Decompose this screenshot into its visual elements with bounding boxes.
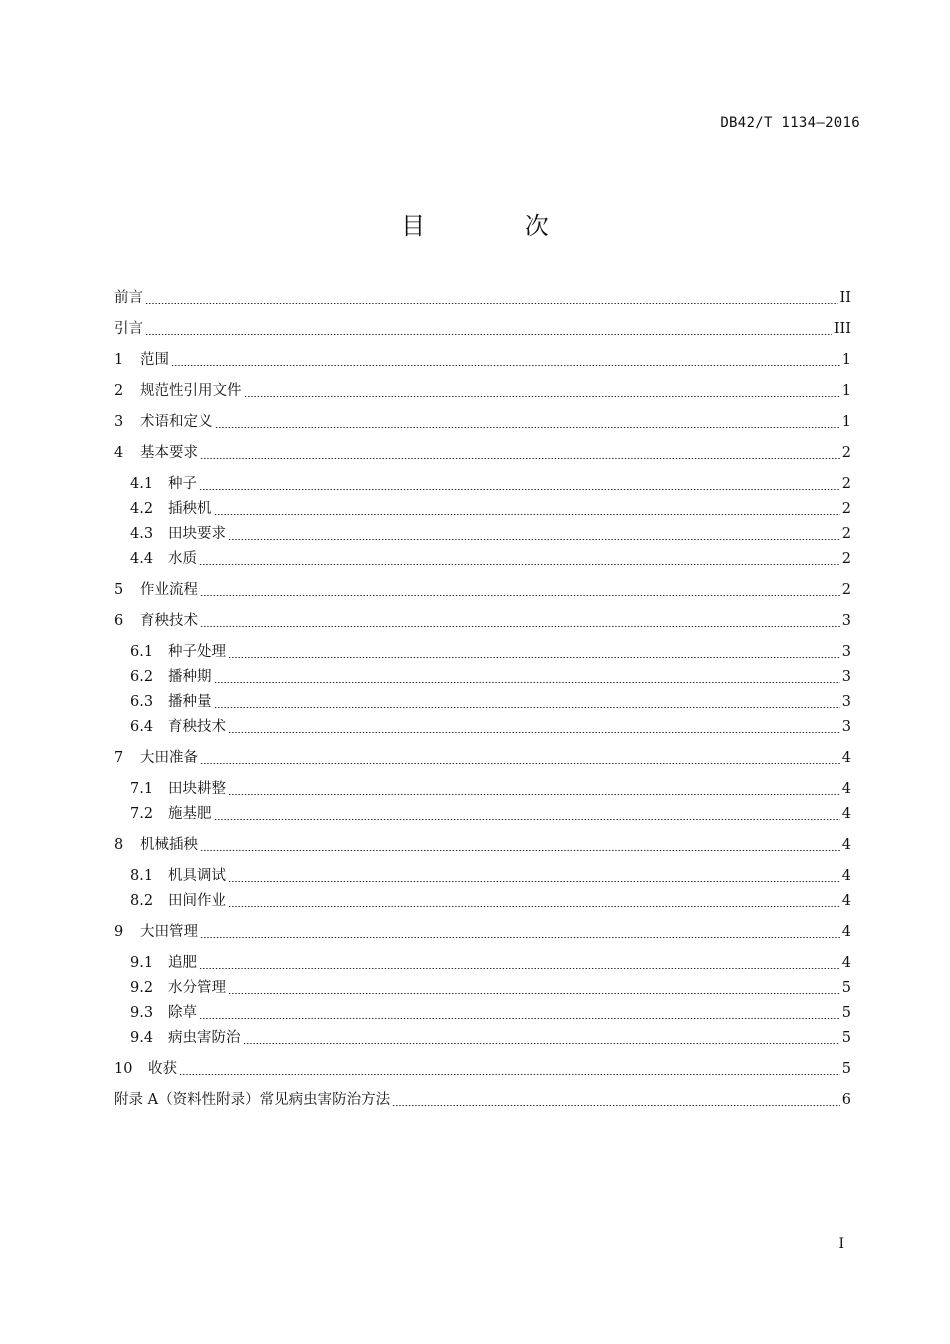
toc-entry-page: 4	[841, 868, 851, 884]
toc-entry-number: 9.2	[130, 980, 154, 996]
page-number: I	[838, 1236, 844, 1252]
toc-entry-number: 4.4	[130, 551, 154, 567]
toc-entry-page: 4	[841, 893, 851, 909]
toc-dot-leader	[145, 334, 832, 335]
toc-entry[interactable]	[114, 802, 851, 827]
toc-entry-number: 10	[114, 1061, 133, 1077]
toc-entry-page: 2	[841, 526, 851, 542]
toc-dot-leader	[228, 794, 840, 795]
toc-entry-number: 6.2	[130, 669, 154, 685]
toc-entry[interactable]	[114, 317, 851, 342]
toc-entry-label: 病虫害防治	[168, 1030, 241, 1046]
toc-dot-leader	[228, 993, 840, 994]
toc-entry[interactable]	[114, 640, 851, 665]
toc-entry-number: 9.4	[130, 1030, 154, 1046]
toc-dot-leader	[200, 458, 840, 459]
toc-dot-leader	[214, 514, 840, 515]
toc-entry-page: 3	[841, 644, 851, 660]
toc-dot-leader	[228, 732, 840, 733]
toc-dot-leader	[228, 906, 840, 907]
toc-entry-page: 3	[841, 613, 851, 629]
toc-entry-label: 种子处理	[168, 644, 226, 660]
toc-entry-number: 9.1	[130, 955, 154, 971]
toc-entry[interactable]	[114, 348, 851, 373]
toc-entry-label: 作业流程	[140, 582, 198, 598]
toc-entry-number: 6	[114, 613, 124, 629]
toc-dot-leader	[200, 763, 840, 764]
toc-entry-number: 7.1	[130, 781, 154, 797]
toc-dot-leader	[244, 396, 840, 397]
toc-entry-number: 5	[114, 582, 124, 598]
toc-entry-page: 4	[841, 806, 851, 822]
toc-entry-label: 基本要求	[140, 445, 198, 461]
toc-entry-label: 机械插秧	[140, 837, 198, 853]
toc-entry-page: 4	[841, 837, 851, 853]
toc-entry-number: 1	[114, 352, 124, 368]
toc-entry[interactable]	[114, 864, 851, 889]
toc-entry[interactable]	[114, 522, 851, 547]
toc-entry-number: 7.2	[130, 806, 154, 822]
toc-entry-label: 收获	[148, 1061, 177, 1077]
toc-dot-leader	[214, 819, 840, 820]
toc-dot-leader	[199, 489, 840, 490]
toc-entry-label: 大田管理	[140, 924, 198, 940]
toc-entry-page: 3	[841, 719, 851, 735]
toc-entry-label: 田间作业	[168, 893, 226, 909]
toc-entry-page: 4	[841, 955, 851, 971]
toc-entry-label: 范围	[140, 352, 169, 368]
toc-entry[interactable]	[114, 1001, 851, 1026]
toc-entry-number: 7	[114, 750, 124, 766]
toc-entry-label: 播种量	[168, 694, 212, 710]
toc-entry-number: 6.1	[130, 644, 154, 660]
toc-dot-leader	[243, 1043, 840, 1044]
toc-entry-label: 附录 A（资料性附录）常见病虫害防治方法	[114, 1092, 391, 1108]
toc-entry[interactable]	[114, 665, 851, 690]
toc-entry-number: 8.2	[130, 893, 154, 909]
toc-entry-page: 4	[841, 750, 851, 766]
toc-entry-number: 6.4	[130, 719, 154, 735]
toc-entry-label: 插秧机	[168, 501, 212, 517]
toc-entry-page: 5	[841, 980, 851, 996]
toc-entry[interactable]	[114, 1026, 851, 1051]
toc-entry[interactable]	[114, 497, 851, 522]
toc-entry-number: 8.1	[130, 868, 154, 884]
toc-entry[interactable]	[114, 609, 851, 634]
toc-entry-label: 种子	[168, 476, 197, 492]
toc-entry[interactable]	[114, 976, 851, 1001]
toc-entry-page: 6	[841, 1092, 851, 1108]
toc-entry[interactable]	[114, 833, 851, 858]
toc-entry-page: 5	[841, 1030, 851, 1046]
toc-entry-number: 4.1	[130, 476, 154, 492]
toc-dot-leader	[199, 968, 840, 969]
toc-entry[interactable]	[114, 472, 851, 497]
toc-entry-page: 1	[841, 352, 851, 368]
toc-entry-page: 3	[841, 669, 851, 685]
toc-entry-label: 追肥	[168, 955, 197, 971]
toc-entry-label: 水质	[168, 551, 197, 567]
toc-dot-leader	[145, 303, 838, 304]
toc-dot-leader	[200, 595, 840, 596]
toc-dot-leader	[171, 365, 840, 366]
toc-entry-number: 4.2	[130, 501, 154, 517]
toc-entry-page: II	[839, 290, 851, 306]
toc-entry-label: 播种期	[168, 669, 212, 685]
toc-entry-label: 施基肥	[168, 806, 212, 822]
toc-entry[interactable]	[114, 1088, 851, 1113]
table-of-contents	[114, 286, 851, 1113]
toc-entry-label: 大田准备	[140, 750, 198, 766]
page-title: 目 次	[401, 212, 595, 240]
toc-dot-leader	[214, 682, 840, 683]
toc-dot-leader	[199, 1018, 840, 1019]
toc-dot-leader	[200, 626, 840, 627]
toc-entry[interactable]	[114, 746, 851, 771]
toc-entry-label: 除草	[168, 1005, 197, 1021]
toc-entry[interactable]	[114, 920, 851, 945]
toc-entry-number: 3	[114, 414, 124, 430]
toc-dot-leader	[228, 539, 840, 540]
toc-entry-label: 水分管理	[168, 980, 226, 996]
toc-entry-label: 前言	[114, 290, 143, 306]
toc-entry-label: 引言	[114, 321, 143, 337]
toc-entry[interactable]	[114, 379, 851, 404]
toc-entry-number: 4.3	[130, 526, 154, 542]
toc-entry-number: 2	[114, 383, 124, 399]
toc-entry[interactable]	[114, 547, 851, 572]
toc-entry[interactable]	[114, 777, 851, 802]
standard-code: DB42/T 1134—2016	[720, 115, 860, 131]
toc-entry[interactable]	[114, 1057, 851, 1082]
toc-entry-page: 5	[841, 1061, 851, 1077]
toc-dot-leader	[179, 1074, 840, 1075]
toc-entry-number: 9.3	[130, 1005, 154, 1021]
toc-entry-label: 机具调试	[168, 868, 226, 884]
toc-dot-leader	[215, 427, 840, 428]
toc-entry-page: 2	[841, 476, 851, 492]
toc-entry-number: 6.3	[130, 694, 154, 710]
toc-dot-leader	[392, 1105, 840, 1106]
toc-dot-leader	[199, 564, 840, 565]
toc-entry-number: 9	[114, 924, 124, 940]
toc-entry-page: 2	[841, 551, 851, 567]
toc-entry[interactable]	[114, 578, 851, 603]
toc-entry-page: 1	[841, 383, 851, 399]
toc-entry[interactable]	[114, 715, 851, 740]
toc-entry[interactable]	[114, 286, 851, 311]
toc-entry-number: 4	[114, 445, 124, 461]
toc-dot-leader	[228, 881, 840, 882]
toc-entry-page: 4	[841, 924, 851, 940]
toc-dot-leader	[200, 937, 840, 938]
toc-entry-page: 2	[841, 582, 851, 598]
toc-entry-page: 2	[841, 501, 851, 517]
toc-dot-leader	[214, 707, 840, 708]
toc-dot-leader	[228, 657, 840, 658]
toc-entry-page: 5	[841, 1005, 851, 1021]
toc-entry[interactable]	[114, 441, 851, 466]
toc-entry-page: 4	[841, 781, 851, 797]
toc-entry-label: 田块耕整	[168, 781, 226, 797]
toc-entry-label: 育秧技术	[140, 613, 198, 629]
toc-entry[interactable]	[114, 889, 851, 914]
toc-entry[interactable]	[114, 951, 851, 976]
toc-entry-label: 育秧技术	[168, 719, 226, 735]
toc-dot-leader	[200, 850, 840, 851]
toc-entry-page: 2	[841, 445, 851, 461]
toc-entry[interactable]	[114, 410, 851, 435]
toc-entry-page: 3	[841, 694, 851, 710]
toc-entry[interactable]	[114, 690, 851, 715]
toc-entry-page: 1	[841, 414, 851, 430]
toc-entry-number: 8	[114, 837, 124, 853]
toc-entry-page: III	[833, 321, 851, 337]
toc-entry-label: 田块要求	[168, 526, 226, 542]
toc-entry-label: 术语和定义	[140, 414, 213, 430]
toc-entry-label: 规范性引用文件	[140, 383, 242, 399]
